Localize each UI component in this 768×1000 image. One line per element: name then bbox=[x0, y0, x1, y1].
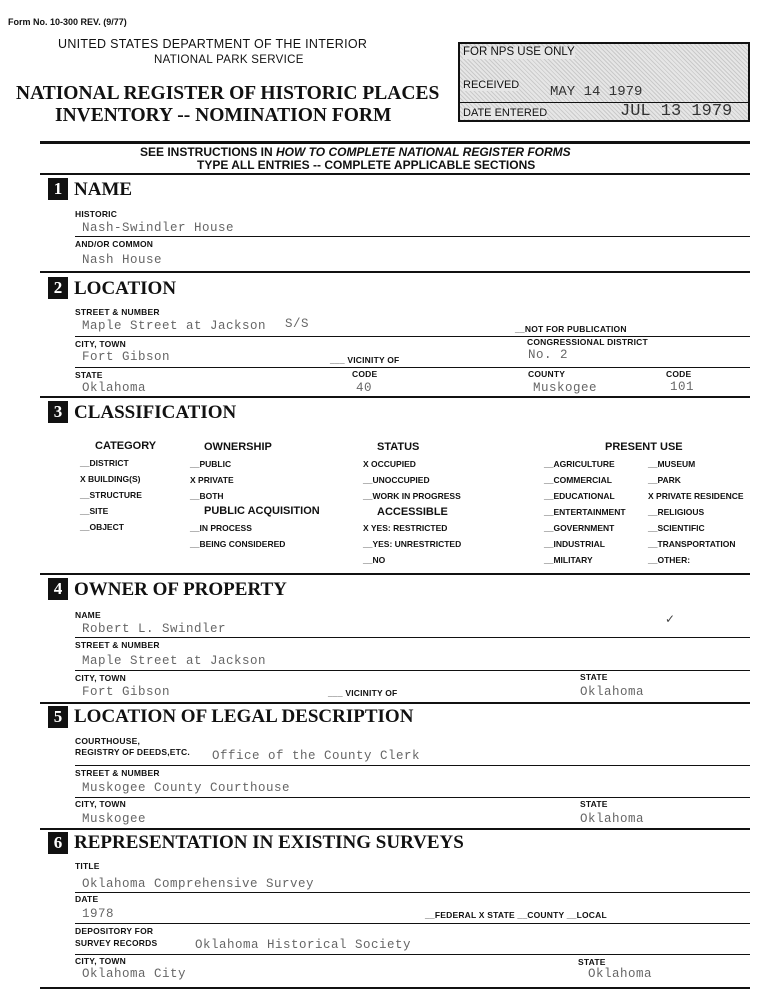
acquisition-in-process[interactable]: __IN PROCESS bbox=[190, 523, 252, 533]
accessible-yes-unrestricted[interactable]: __YES: UNRESTRICTED bbox=[363, 539, 462, 549]
survey-title-label: TITLE bbox=[75, 861, 100, 871]
section-2-title: LOCATION bbox=[74, 278, 177, 299]
street-value: Maple Street at Jackson bbox=[82, 319, 267, 333]
ownership-private[interactable]: X PRIVATE bbox=[190, 475, 234, 485]
survey-records-label: SURVEY RECORDS bbox=[75, 938, 158, 948]
use-entertainment[interactable]: __ENTERTAINMENT bbox=[544, 507, 626, 517]
common-label: AND/OR COMMON bbox=[75, 239, 154, 249]
use-educational[interactable]: __EDUCATIONAL bbox=[544, 491, 615, 501]
use-transportation[interactable]: __TRANSPORTATION bbox=[648, 539, 736, 549]
section-2-number: 2 bbox=[48, 277, 68, 299]
category-district[interactable]: __DISTRICT bbox=[80, 458, 129, 468]
state-value: Oklahoma bbox=[82, 381, 147, 395]
registry-label: REGISTRY OF DEEDS,ETC. bbox=[75, 747, 190, 757]
congressional-district-value: No. 2 bbox=[528, 348, 569, 362]
check-mark-icon: ✓ bbox=[665, 612, 676, 626]
public-acquisition-heading: PUBLIC ACQUISITION bbox=[204, 505, 320, 517]
survey-title-value: Oklahoma Comprehensive Survey bbox=[82, 877, 315, 891]
street-label: STREET & NUMBER bbox=[75, 307, 160, 317]
use-industrial[interactable]: __INDUSTRIAL bbox=[544, 539, 605, 549]
instructions-line2: TYPE ALL ENTRIES -- COMPLETE APPLICABLE SECTIONS bbox=[197, 158, 536, 172]
section-4-title: OWNER OF PROPERTY bbox=[74, 579, 287, 600]
status-work-in-progress[interactable]: __WORK IN PROGRESS bbox=[363, 491, 461, 501]
legal-city-value: Muskogee bbox=[82, 812, 147, 826]
department-name: UNITED STATES DEPARTMENT OF THE INTERIOR bbox=[58, 37, 368, 51]
use-museum[interactable]: __MUSEUM bbox=[648, 459, 696, 469]
legal-city-label: CITY, TOWN bbox=[75, 799, 126, 809]
accessible-yes-restricted[interactable]: X YES: RESTRICTED bbox=[363, 523, 448, 533]
section-6-title: REPRESENTATION IN EXISTING SURVEYS bbox=[74, 832, 464, 853]
use-private-residence[interactable]: X PRIVATE RESIDENCE bbox=[648, 491, 744, 501]
accessible-heading: ACCESSIBLE bbox=[377, 506, 448, 518]
form-number: Form No. 10-300 REV. (9/77) bbox=[8, 17, 127, 27]
street-note: S/S bbox=[285, 317, 310, 331]
common-value: Nash House bbox=[82, 253, 163, 267]
nps-use-box bbox=[458, 42, 750, 122]
owner-state-value: Oklahoma bbox=[580, 685, 645, 699]
date-entered-value: JUL 13 1979 bbox=[620, 102, 733, 121]
category-site[interactable]: __SITE bbox=[80, 506, 109, 516]
section-1-title: NAME bbox=[74, 179, 133, 200]
section-4-number: 4 bbox=[48, 578, 68, 600]
survey-date-value: 1978 bbox=[82, 907, 115, 921]
section-5-number: 5 bbox=[48, 706, 68, 728]
code-label: CODE bbox=[352, 369, 378, 379]
courthouse-label: COURTHOUSE, bbox=[75, 736, 141, 746]
legal-street-label: STREET & NUMBER bbox=[75, 768, 160, 778]
survey-state-label: STATE bbox=[578, 957, 606, 967]
form-subtitle: INVENTORY -- NOMINATION FORM bbox=[55, 105, 392, 126]
historic-label: HISTORIC bbox=[75, 209, 118, 219]
present-use-heading: PRESENT USE bbox=[605, 441, 683, 453]
vicinity-of: ___ VICINITY OF bbox=[330, 355, 400, 365]
owner-street-label: STREET & NUMBER bbox=[75, 640, 160, 650]
use-other[interactable]: __OTHER: bbox=[648, 555, 691, 565]
county-code-value: 101 bbox=[670, 380, 695, 394]
county-code-label: CODE bbox=[666, 369, 692, 379]
category-object[interactable]: __OBJECT bbox=[80, 522, 124, 532]
section-3-title: CLASSIFICATION bbox=[74, 402, 237, 423]
owner-city-label: CITY, TOWN bbox=[75, 673, 126, 683]
accessible-no[interactable]: __NO bbox=[363, 555, 386, 565]
congressional-district-label: CONGRESSIONAL DISTRICT bbox=[527, 337, 648, 347]
use-commercial[interactable]: __COMMERCIAL bbox=[544, 475, 613, 485]
owner-vicinity-of: ___ VICINITY OF bbox=[328, 688, 398, 698]
depository-value: Oklahoma Historical Society bbox=[195, 938, 412, 952]
ownership-public[interactable]: __PUBLIC bbox=[190, 459, 232, 469]
use-military[interactable]: __MILITARY bbox=[544, 555, 593, 565]
header-rule bbox=[40, 141, 750, 144]
survey-levels[interactable]: __FEDERAL X STATE __COUNTY __LOCAL bbox=[425, 910, 607, 920]
use-park[interactable]: __PARK bbox=[648, 475, 681, 485]
courthouse-value: Office of the County Clerk bbox=[212, 749, 421, 763]
owner-name-label: NAME bbox=[75, 610, 101, 620]
owner-name-value: Robert L. Swindler bbox=[82, 622, 227, 636]
city-label: CITY, TOWN bbox=[75, 339, 126, 349]
county-label: COUNTY bbox=[528, 369, 566, 379]
ownership-heading: OWNERSHIP bbox=[204, 441, 272, 453]
survey-date-label: DATE bbox=[75, 894, 99, 904]
depository-label: DEPOSITORY FOR bbox=[75, 926, 154, 936]
county-value: Muskogee bbox=[533, 381, 598, 395]
historic-value: Nash-Swindler House bbox=[82, 221, 235, 235]
legal-state-label: STATE bbox=[580, 799, 608, 809]
survey-state-value: Oklahoma bbox=[588, 967, 653, 981]
service-name: NATIONAL PARK SERVICE bbox=[154, 54, 304, 66]
category-structure[interactable]: __STRUCTURE bbox=[80, 490, 142, 500]
owner-city-value: Fort Gibson bbox=[82, 685, 171, 699]
legal-state-value: Oklahoma bbox=[580, 812, 645, 826]
state-label: STATE bbox=[75, 370, 103, 380]
owner-street-value: Maple Street at Jackson bbox=[82, 654, 267, 668]
section-6-number: 6 bbox=[48, 832, 68, 854]
category-buildings[interactable]: X BUILDING(S) bbox=[80, 474, 141, 484]
not-for-publication: __NOT FOR PUBLICATION bbox=[515, 324, 627, 334]
status-occupied[interactable]: X OCCUPIED bbox=[363, 459, 416, 469]
use-religious[interactable]: __RELIGIOUS bbox=[648, 507, 705, 517]
legal-street-value: Muskogee County Courthouse bbox=[82, 781, 291, 795]
use-agriculture[interactable]: __AGRICULTURE bbox=[544, 459, 615, 469]
instructions-line1: SEE INSTRUCTIONS IN HOW TO COMPLETE NATIONAL REGISTER FORMS bbox=[140, 145, 571, 159]
section-3-number: 3 bbox=[48, 401, 68, 423]
acquisition-being-considered[interactable]: __BEING CONSIDERED bbox=[190, 539, 286, 549]
survey-city-label: CITY, TOWN bbox=[75, 956, 126, 966]
date-entered-label: DATE ENTERED bbox=[463, 107, 548, 119]
city-value: Fort Gibson bbox=[82, 350, 171, 364]
survey-city-value: Oklahoma City bbox=[82, 967, 187, 981]
state-code-value: 40 bbox=[356, 381, 373, 395]
use-scientific[interactable]: __SCIENTIFIC bbox=[648, 523, 705, 533]
section-5-title: LOCATION OF LEGAL DESCRIPTION bbox=[74, 706, 414, 727]
status-heading: STATUS bbox=[377, 441, 420, 453]
form-title: NATIONAL REGISTER OF HISTORIC PLACES bbox=[16, 83, 440, 104]
received-date: MAY 14 1979 bbox=[550, 84, 643, 100]
status-unoccupied[interactable]: __UNOCCUPIED bbox=[363, 475, 430, 485]
nps-box-label: FOR NPS USE ONLY bbox=[463, 46, 575, 58]
received-label: RECEIVED bbox=[463, 79, 520, 91]
category-heading: CATEGORY bbox=[95, 440, 157, 452]
owner-state-label: STATE bbox=[580, 672, 608, 682]
section-1-number: 1 bbox=[48, 178, 68, 200]
use-government[interactable]: __GOVERNMENT bbox=[544, 523, 615, 533]
ownership-both[interactable]: __BOTH bbox=[190, 491, 224, 501]
